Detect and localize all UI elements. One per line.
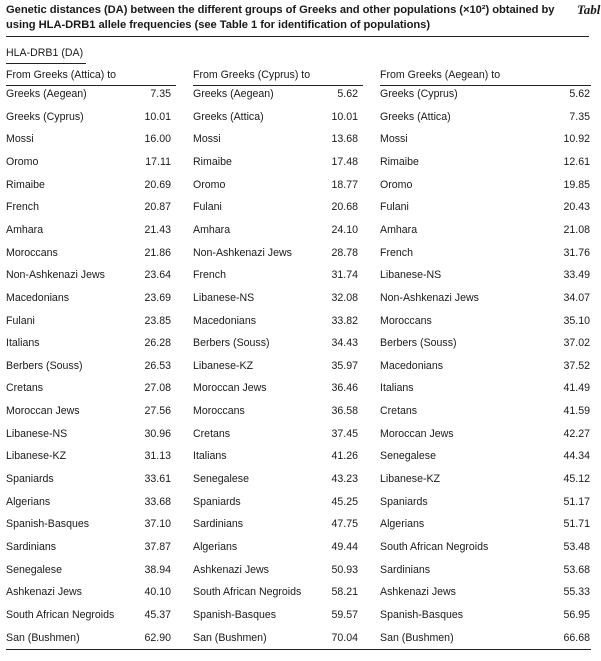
population-name: Macedonians (193, 314, 257, 327)
distance-value: 10.92 (563, 133, 590, 146)
table-row (193, 586, 363, 604)
population-name: Italians (380, 382, 414, 395)
population-name: Ashkenazi Jews (380, 586, 456, 599)
distance-value: 23.69 (144, 291, 171, 304)
table-row (380, 201, 590, 219)
distance-value: 62.90 (144, 631, 171, 644)
population-name: Moroccans (6, 246, 58, 259)
distance-value: 20.69 (144, 178, 171, 191)
table-row (380, 382, 590, 400)
population-name: Amhara (6, 223, 44, 236)
table-row (380, 405, 590, 423)
distance-value: 27.08 (144, 382, 171, 395)
table-row (193, 269, 363, 287)
population-name: Senegalese (193, 473, 249, 486)
table-row (380, 450, 590, 468)
table-row (380, 224, 590, 242)
distance-value: 33.82 (331, 314, 358, 327)
table-row (6, 292, 176, 310)
population-name: Rimaibe (6, 178, 45, 191)
population-name: South African Negroids (380, 541, 489, 553)
table-row (6, 428, 176, 446)
table-row (380, 541, 590, 559)
caption-line-2: using HLA-DRB1 allele frequencies (see Table 1 for identification of populations) (6, 19, 431, 31)
distance-value: 51.71 (563, 518, 590, 531)
distance-value: 17.48 (331, 155, 358, 168)
distance-value: 53.68 (563, 563, 590, 576)
table-row (193, 360, 363, 378)
population-name: Greeks (Attica) (193, 110, 264, 123)
table-row (380, 133, 590, 151)
population-name: South African Negroids (193, 586, 302, 599)
table-row (193, 632, 363, 650)
distance-value: 33.61 (144, 473, 171, 486)
population-name: Spanish-Basques (6, 518, 90, 531)
population-name: Sardinians (6, 541, 57, 553)
population-name: Greeks (Aegean) (193, 88, 274, 100)
table-row (193, 564, 363, 582)
distance-value: 33.49 (563, 269, 590, 282)
table-row (193, 405, 363, 423)
population-name: Rimaibe (193, 155, 232, 168)
table-row (193, 382, 363, 400)
table-row (193, 473, 363, 491)
table-row (6, 337, 176, 355)
distance-value: 20.43 (563, 201, 590, 214)
table-row (6, 360, 176, 378)
table-row (6, 586, 176, 604)
distance-value: 53.48 (563, 541, 590, 553)
column-header-cyprus: From Greeks (Cyprus) to (193, 69, 311, 81)
population-name: Moroccan Jews (380, 427, 454, 440)
population-name: Moroccan Jews (193, 382, 267, 395)
distance-value: 26.53 (144, 359, 171, 372)
distance-value: 40.10 (144, 586, 171, 599)
table-row (380, 292, 590, 310)
distance-value: 58.21 (331, 586, 358, 599)
population-name: Macedonians (6, 291, 70, 304)
table-row (380, 473, 590, 491)
population-name: Greeks (Attica) (380, 110, 451, 123)
header-rule-cyprus (193, 85, 363, 86)
table-row (6, 564, 176, 582)
distance-value: 45.25 (331, 495, 358, 508)
population-name: San (Bushmen) (193, 631, 267, 644)
distance-value: 16.00 (144, 133, 171, 146)
table-caption (6, 3, 591, 33)
population-name: Berbers (Souss) (380, 337, 457, 350)
table-row (380, 315, 590, 333)
header-rule-aegean (380, 85, 591, 86)
table-row (6, 156, 176, 174)
distance-value: 7.35 (569, 110, 590, 123)
population-name: Libanese-KZ (193, 359, 254, 372)
table-row (193, 428, 363, 446)
table-row (193, 609, 363, 627)
distance-value: 35.10 (563, 314, 590, 327)
table-row (6, 541, 176, 559)
distance-value: 27.56 (144, 405, 171, 418)
distance-value: 31.76 (563, 246, 590, 259)
population-name: Non-Ashkenazi Jews (6, 269, 105, 282)
distance-value: 20.87 (144, 201, 171, 214)
population-name: Oromo (380, 178, 413, 191)
population-name: Senegalese (6, 563, 62, 576)
distance-value: 17.11 (145, 155, 171, 168)
population-name: Oromo (6, 155, 39, 168)
table-row (6, 405, 176, 423)
population-name: French (6, 201, 39, 214)
distance-value: 23.64 (144, 269, 171, 282)
population-name: Rimaibe (380, 155, 419, 168)
population-name: Libanese-NS (380, 269, 442, 282)
population-name: Berbers (Souss) (6, 359, 83, 372)
population-name: Mossi (193, 133, 221, 146)
table-row (380, 496, 590, 514)
table-row (193, 201, 363, 219)
distance-value: 45.12 (563, 473, 590, 486)
table-row (6, 88, 176, 106)
table-row (380, 156, 590, 174)
distance-value: 19.85 (563, 178, 590, 191)
table-row (380, 518, 590, 536)
table-row (380, 247, 590, 265)
distance-value: 33.68 (144, 495, 171, 508)
distance-value: 44.34 (563, 450, 590, 463)
table-row (6, 450, 176, 468)
distance-value: 36.46 (331, 382, 358, 395)
table-row (193, 292, 363, 310)
table-row (193, 496, 363, 514)
population-name: Macedonians (380, 359, 444, 372)
distance-value: 20.68 (331, 201, 358, 214)
distance-value: 41.59 (563, 405, 590, 418)
distance-value: 10.01 (144, 110, 171, 123)
population-name: Moroccan Jews (6, 405, 80, 418)
table-row (380, 337, 590, 355)
distance-value: 50.93 (331, 563, 358, 576)
table-row (6, 133, 176, 151)
distance-value: 5.62 (569, 88, 590, 100)
distance-value: 10.01 (331, 110, 358, 123)
table-row (193, 518, 363, 536)
table-row (6, 224, 176, 242)
table-row (380, 632, 590, 650)
table-row (380, 564, 590, 582)
table-row (6, 518, 176, 536)
distance-value: 37.02 (563, 337, 590, 350)
distance-value: 56.95 (563, 608, 590, 621)
table-row (6, 315, 176, 333)
table-label-fragment: Tabl (577, 2, 601, 17)
table-row (193, 156, 363, 174)
population-name: Moroccans (193, 405, 245, 418)
table-row (193, 224, 363, 242)
table-row (6, 269, 176, 287)
top-rule (6, 36, 589, 37)
distance-value: 36.58 (331, 405, 358, 418)
population-name: Cretans (380, 405, 418, 418)
population-name: Amhara (193, 223, 231, 236)
population-name: Greeks (Aegean) (6, 88, 87, 100)
population-name: Italians (6, 337, 40, 350)
population-name: Fulani (193, 201, 222, 214)
distance-value: 37.87 (144, 541, 171, 553)
table-row (380, 360, 590, 378)
bottom-rule (6, 649, 591, 650)
distance-value: 66.68 (563, 631, 590, 644)
distance-value: 49.44 (331, 541, 358, 553)
distance-value: 42.27 (563, 427, 590, 440)
table-row (380, 609, 590, 627)
table-row (6, 473, 176, 491)
distance-value: 18.77 (331, 178, 358, 191)
population-name: Mossi (6, 133, 34, 146)
table-row (193, 133, 363, 151)
table-row (193, 247, 363, 265)
distance-value: 26.28 (144, 337, 171, 350)
distance-value: 55.33 (563, 586, 590, 599)
population-name: Algerians (6, 495, 51, 508)
population-name: Algerians (380, 518, 425, 531)
distance-value: 70.04 (331, 631, 358, 644)
table-row (193, 541, 363, 559)
table-subtitle: HLA-DRB1 (DA) (6, 47, 84, 59)
population-name: South African Negroids (6, 608, 115, 621)
table-row (193, 450, 363, 468)
table-row (6, 496, 176, 514)
column-header-aegean: From Greeks (Aegean) to (380, 69, 501, 81)
distance-value: 35.97 (331, 359, 358, 372)
distance-value: 47.75 (331, 518, 358, 531)
distance-value: 24.10 (331, 223, 358, 236)
population-name: Libanese-KZ (380, 473, 441, 486)
subtitle-underline (6, 63, 86, 64)
distance-value: 23.85 (144, 314, 171, 327)
population-name: Spaniards (6, 473, 54, 486)
population-name: Cretans (6, 382, 44, 395)
table-row (6, 247, 176, 265)
distance-value: 59.57 (331, 608, 358, 621)
distance-value: 37.52 (563, 359, 590, 372)
table-row (6, 111, 176, 129)
table-row (193, 315, 363, 333)
table-row (380, 428, 590, 446)
population-name: Italians (193, 450, 227, 463)
population-name: Moroccans (380, 314, 432, 327)
distance-value: 37.10 (144, 518, 171, 531)
distance-value: 43.23 (331, 473, 358, 486)
population-name: Algerians (193, 541, 238, 553)
population-name: Spaniards (193, 495, 241, 508)
population-name: Berbers (Souss) (193, 337, 270, 350)
population-name: Non-Ashkenazi Jews (193, 246, 292, 259)
distance-value: 21.43 (144, 223, 171, 236)
distance-value: 21.86 (144, 246, 171, 259)
population-name: French (380, 246, 413, 259)
table-row (380, 88, 590, 106)
distance-value: 31.74 (331, 269, 358, 282)
distance-value: 45.37 (144, 608, 171, 621)
table-row (6, 201, 176, 219)
population-name: San (Bushmen) (380, 631, 454, 644)
distance-value: 5.62 (337, 88, 358, 100)
population-name: Libanese-NS (193, 291, 255, 304)
distance-value: 28.78 (331, 246, 358, 259)
distance-value: 31.13 (144, 450, 171, 463)
population-name: Spanish-Basques (380, 608, 464, 621)
distance-value: 13.68 (331, 133, 358, 146)
header-rule-attica (6, 85, 176, 86)
population-name: Fulani (380, 201, 409, 214)
distance-value: 37.45 (331, 427, 358, 440)
table-row (380, 586, 590, 604)
distance-value: 21.08 (563, 223, 590, 236)
population-name: Greeks (Cyprus) (6, 110, 84, 123)
table-row (380, 269, 590, 287)
population-name: Senegalese (380, 450, 436, 463)
population-name: Oromo (193, 178, 226, 191)
population-name: San (Bushmen) (6, 631, 80, 644)
population-name: Greeks (Cyprus) (380, 88, 458, 100)
population-name: Mossi (380, 133, 408, 146)
population-name: Non-Ashkenazi Jews (380, 291, 479, 304)
population-name: Spanish-Basques (193, 608, 277, 621)
distance-value: 34.43 (331, 337, 358, 350)
population-name: Ashkenazi Jews (193, 563, 269, 576)
population-name: French (193, 269, 226, 282)
distance-value: 12.61 (563, 155, 590, 168)
distance-value: 30.96 (144, 427, 171, 440)
table-row (6, 179, 176, 197)
distance-value: 34.07 (563, 291, 590, 304)
distance-value: 51.17 (563, 495, 590, 508)
table-row (380, 111, 590, 129)
table-row (193, 88, 363, 106)
population-name: Cretans (193, 427, 231, 440)
column-header-attica: From Greeks (Attica) to (6, 69, 117, 81)
population-name: Ashkenazi Jews (6, 586, 82, 599)
distance-value: 41.49 (563, 382, 590, 395)
table-row (380, 179, 590, 197)
population-name: Libanese-KZ (6, 450, 67, 463)
table-row (6, 632, 176, 650)
population-name: Spaniards (380, 495, 428, 508)
table-row (193, 337, 363, 355)
population-name: Sardinians (380, 563, 431, 576)
distance-value: 7.35 (150, 88, 171, 100)
table-row (6, 382, 176, 400)
distance-value: 38.94 (144, 563, 171, 576)
population-name: Amhara (380, 223, 418, 236)
distance-value: 41.26 (331, 450, 358, 463)
table-row (193, 179, 363, 197)
table-row (6, 609, 176, 627)
population-name: Fulani (6, 314, 35, 327)
caption-line-1: Genetic distances (DA) between the different groups of Greeks and other populations (×10²) obtained by (6, 4, 555, 16)
table-row (193, 111, 363, 129)
distance-value: 32.08 (331, 291, 358, 304)
population-name: Libanese-NS (6, 427, 68, 440)
population-name: Sardinians (193, 518, 244, 531)
